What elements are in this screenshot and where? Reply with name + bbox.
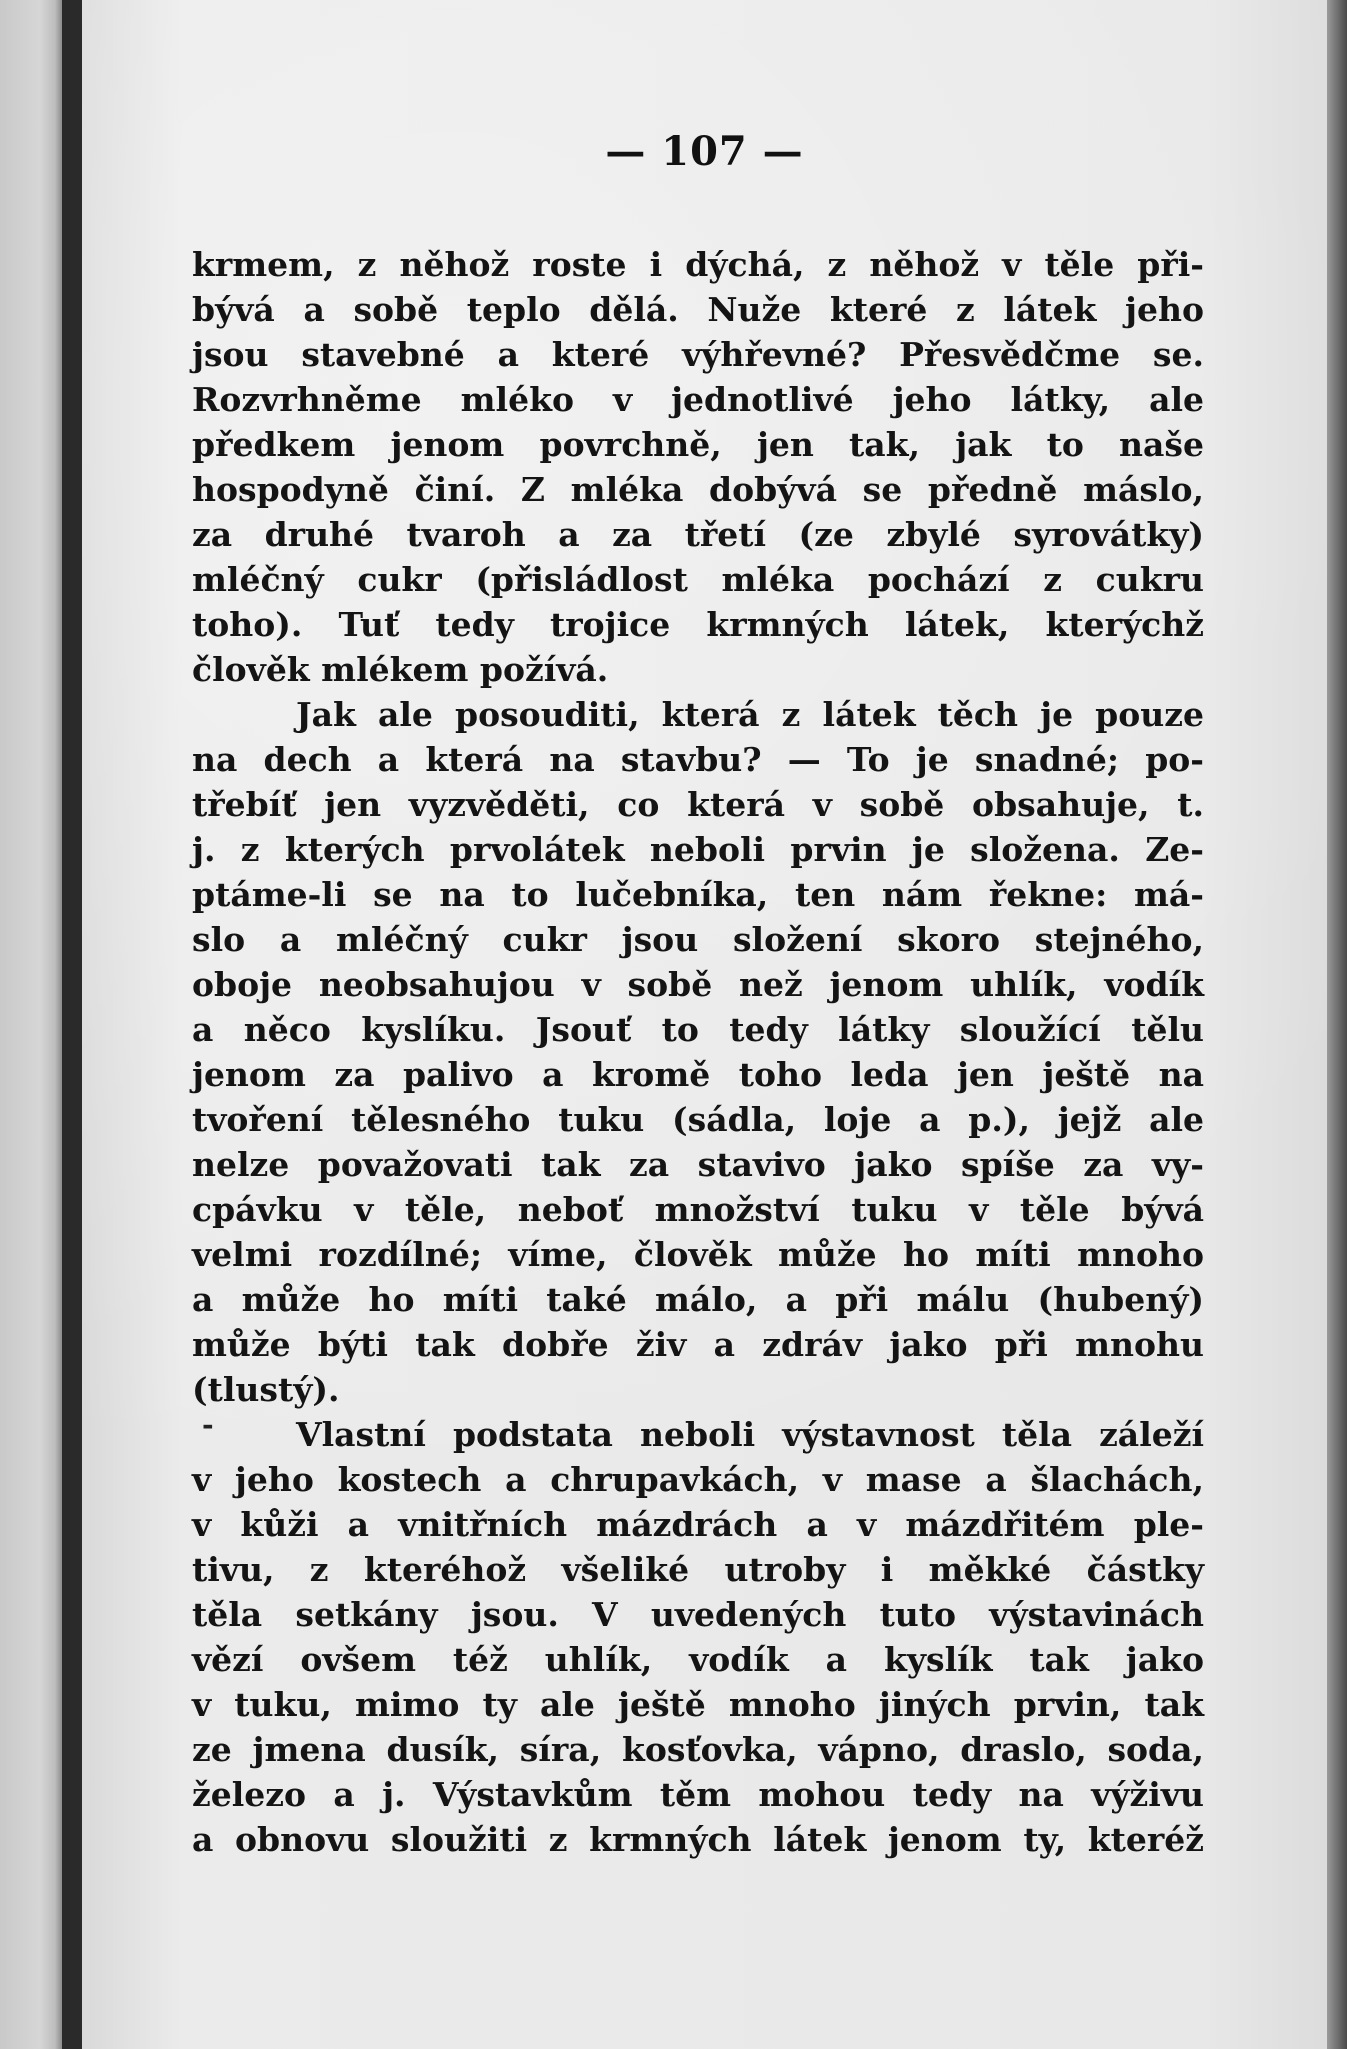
- text-line: a může ho míti také málo, a při málu (hubený): [192, 1280, 1204, 1319]
- text-line: tivu, z kteréhož všeliké utroby i měkké částky: [192, 1550, 1204, 1589]
- text-line: oboje neobsahujou v sobě než jenom uhlík, vodík: [192, 965, 1204, 1004]
- text-line: může býti tak dobře živ a zdráv jako při mnohu: [192, 1325, 1204, 1364]
- text-line: ze jmena dusík, síra, kosťovka, vápno, draslo, soda,: [192, 1730, 1204, 1769]
- text-line: slo a mléčný cukr jsou složení skoro stejného,: [192, 920, 1204, 959]
- text-line: člověk mlékem požívá.: [192, 650, 609, 689]
- text-line: jenom za palivo a kromě toho leda jen ještě na: [192, 1055, 1204, 1094]
- text-line: na dech a která na stavbu? — To je snadné; po-: [192, 740, 1204, 779]
- text-line: vězí ovšem též uhlík, vodík a kyslík tak jako: [192, 1640, 1204, 1679]
- text-line: Jak ale posouditi, která z látek těch je pouze: [296, 695, 1204, 734]
- text-line: a obnovu sloužiti z krmných látek jenom ty, kteréž: [192, 1820, 1204, 1859]
- text-line: mléčný cukr (přisládlost mléka pochází z cukru: [192, 560, 1204, 599]
- text-line: j. z kterých prvolátek neboli prvin je složena. Ze-: [192, 830, 1204, 869]
- text-line: v tuku, mimo ty ale ještě mnoho jiných prvin, tak: [192, 1685, 1204, 1724]
- text-line: a něco kyslíku. Jsouť to tedy látky sloužící tělu: [192, 1010, 1204, 1049]
- text-line: cpávku v těle, neboť množství tuku v těle bývá: [192, 1190, 1204, 1229]
- text-line: toho). Tuť tedy trojice krmných látek, kterýchž: [192, 605, 1204, 644]
- text-line: hospodyně činí. Z mléka dobývá se předně máslo,: [192, 470, 1204, 509]
- book-gutter: [62, 0, 82, 2049]
- text-line: železo a j. Výstavkům těm mohou tedy na výživu: [192, 1775, 1204, 1814]
- text-line: třebíť jen vyzvěděti, co která v sobě obsahuje, t.: [192, 785, 1204, 824]
- text-line: tvoření tělesného tuku (sádla, loje a p.), jejž ale: [192, 1100, 1204, 1139]
- text-line: nelze považovati tak za stavivo jako spíše za vy-: [192, 1145, 1204, 1184]
- text-line: v kůži a vnitřních mázdrách a v mázdřitém ple-: [192, 1505, 1204, 1544]
- text-line: krmem, z něhož roste i dýchá, z něhož v těle při-: [192, 245, 1204, 284]
- text-line: Rozvrhněme mléko v jednotlivé jeho látky, ale: [192, 380, 1204, 419]
- text-line: v jeho kostech a chrupavkách, v mase a šlachách,: [192, 1460, 1204, 1499]
- previous-page-edge: [0, 0, 62, 2049]
- text-line: Vlastní podstata neboli výstavnost těla záleží: [296, 1415, 1204, 1454]
- text-line: (tlustý).: [192, 1370, 340, 1409]
- text-line: jsou stavebné a které výhřevné? Přesvědčme se.: [192, 335, 1204, 374]
- text-line: ptáme-li se na to lučebníka, ten nám řekne: má-: [192, 875, 1204, 914]
- page-edge-shadow: [1327, 0, 1347, 2049]
- page-number: — 107 —: [605, 128, 804, 175]
- text-line: velmi rozdílné; víme, člověk může ho míti mnoho: [192, 1235, 1204, 1274]
- margin-mark: -: [202, 1408, 214, 1441]
- page-body-text: [192, 242, 1204, 1862]
- text-line: za druhé tvaroh a za třetí (ze zbylé syrovátky): [192, 515, 1204, 554]
- text-line: bývá a sobě teplo dělá. Nuže které z látek jeho: [192, 290, 1204, 329]
- text-line: předkem jenom povrchně, jen tak, jak to naše: [192, 425, 1204, 464]
- book-page: [82, 0, 1327, 2049]
- text-line: těla setkány jsou. V uvedených tuto výstavinách: [192, 1595, 1204, 1634]
